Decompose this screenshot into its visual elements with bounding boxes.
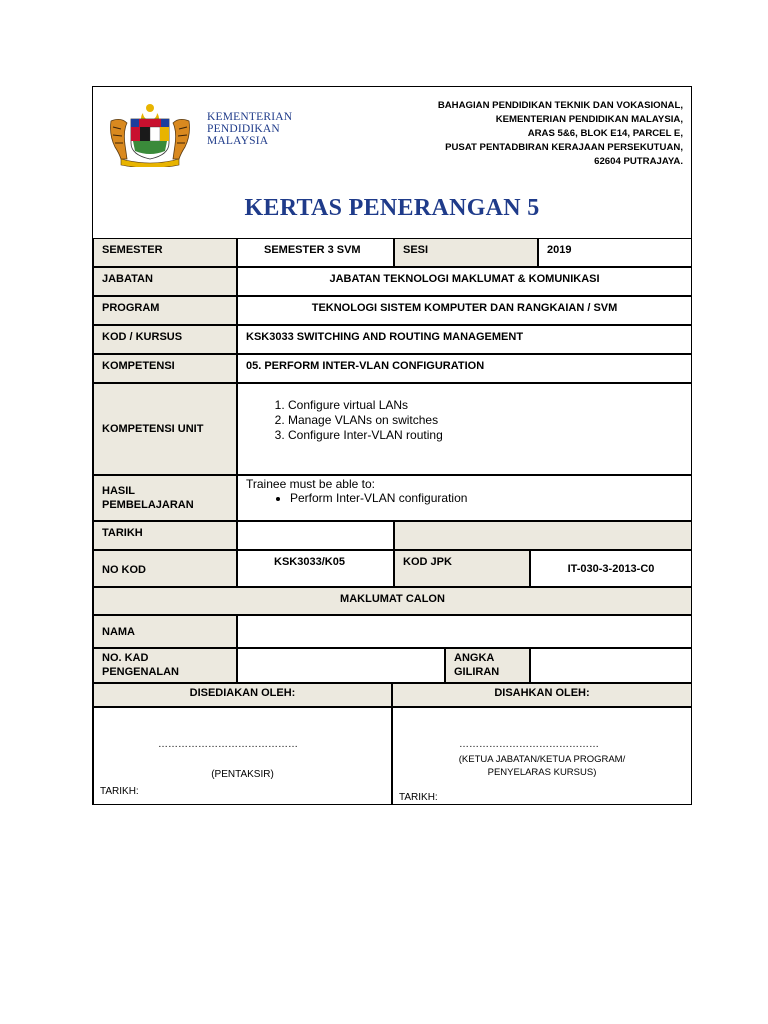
information-sheet xyxy=(92,86,692,805)
angka-giliran-label xyxy=(445,648,530,683)
signature-line: …………………………………… xyxy=(158,739,298,750)
maklumat-calon-heading: MAKLUMAT CALON xyxy=(93,587,692,615)
page-title: KERTAS PENERANGAN 5 xyxy=(244,195,540,221)
list-item: 3. Configure Inter-VLAN routing xyxy=(288,428,683,443)
ministry-name xyxy=(207,111,292,147)
ic-label-line-1: NO. KAD xyxy=(102,652,149,664)
program-label: PROGRAM xyxy=(93,296,237,325)
list-item: • Perform Inter-VLAN configuration xyxy=(290,491,683,506)
address-line-2: KEMENTERIAN PENDIDIKAN MALAYSIA, xyxy=(495,114,683,125)
jabatan-label: JABATAN xyxy=(93,267,237,296)
nama-field[interactable] xyxy=(237,615,692,648)
prepared-by-heading: DISEDIAKAN OLEH: xyxy=(93,683,392,707)
ministry-line-2: PENDIDIKAN xyxy=(207,123,280,135)
approved-by-heading: DISAHKAN OLEH: xyxy=(392,683,692,707)
hasil-pembelajaran-value xyxy=(237,475,692,521)
no-kod-value: KSK3033/K05 xyxy=(237,550,394,587)
hasil-intro: Trainee must be able to: xyxy=(246,477,375,491)
prepared-by-box xyxy=(93,707,392,805)
kompetensi-unit-label: KOMPETENSI UNIT xyxy=(93,383,237,475)
ministry-line-1: KEMENTERIAN xyxy=(207,111,293,123)
nama-label: NAMA xyxy=(93,615,237,648)
tarikh-left: TARIKH: xyxy=(100,786,139,797)
sesi-label: SESI xyxy=(394,238,538,267)
approver-role xyxy=(393,753,691,779)
ministry-address xyxy=(438,99,683,169)
hasil-label-line-1: HASIL xyxy=(102,485,135,497)
program-value: TEKNOLOGI SISTEM KOMPUTER DAN RANGKAIAN / SVM xyxy=(237,296,692,325)
approver-role-line-2: PENYELARAS KURSUS) xyxy=(487,767,597,778)
hasil-pembelajaran-label xyxy=(93,475,237,521)
kompetensi-label: KOMPETENSI xyxy=(93,354,237,383)
semester-label: SEMESTER xyxy=(93,238,237,267)
hasil-label-line-2: PEMBELAJARAN xyxy=(102,499,194,511)
tarikh-label: TARIKH xyxy=(93,521,237,550)
semester-value: SEMESTER 3 SVM xyxy=(237,238,394,267)
tarikh-right: TARIKH: xyxy=(399,792,438,803)
kod-kursus-value: KSK3033 SWITCHING AND ROUTING MANAGEMENT xyxy=(237,325,692,354)
signature-line: …………………………………… xyxy=(459,739,599,750)
sesi-value: 2019 xyxy=(538,238,692,267)
address-line-5: 62604 PUTRAJAYA. xyxy=(594,156,683,167)
malaysia-coat-of-arms-icon xyxy=(107,101,193,167)
jabatan-value: JABATAN TEKNOLOGI MAKLUMAT & KOMUNIKASI xyxy=(237,267,692,296)
kod-kursus-label: KOD / KURSUS xyxy=(93,325,237,354)
angka-label-line-2: GILIRAN xyxy=(454,666,500,678)
approved-by-box xyxy=(392,707,692,805)
angka-label-line-1: ANGKA xyxy=(454,652,495,664)
list-item: 1. Configure virtual LANs xyxy=(288,398,683,413)
kod-jpk-label: KOD JPK xyxy=(394,550,530,587)
angka-giliran-field[interactable] xyxy=(530,648,692,683)
kompetensi-value: 05. PERFORM INTER-VLAN CONFIGURATION xyxy=(237,354,692,383)
ic-label xyxy=(93,648,237,683)
no-kod-label: NO KOD xyxy=(93,550,237,587)
header xyxy=(93,87,691,237)
address-line-3: ARAS 5&6, BLOK E14, PARCEL E, xyxy=(527,128,683,139)
list-item: 2. Manage VLANs on switches xyxy=(288,413,683,428)
hasil-list xyxy=(246,491,683,506)
address-line-1: BAHAGIAN PENDIDIKAN TEKNIK DAN VOKASIONAL, xyxy=(437,100,683,111)
kompetensi-unit-list xyxy=(246,398,683,443)
kod-jpk-value: IT-030-3-2013-C0 xyxy=(530,550,692,587)
ic-label-line-2: PENGENALAN xyxy=(102,666,180,678)
kompetensi-unit-value xyxy=(237,383,692,475)
tarikh-value xyxy=(237,521,394,550)
approver-role-line-1: (KETUA JABATAN/KETUA PROGRAM/ xyxy=(458,754,626,765)
pentaksir-label: (PENTAKSIR) xyxy=(211,769,274,780)
ic-field[interactable] xyxy=(237,648,445,683)
tarikh-blank xyxy=(394,521,692,550)
address-line-4: PUSAT PENTADBIRAN KERAJAAN PERSEKUTUAN, xyxy=(445,142,683,153)
ministry-line-3: MALAYSIA xyxy=(207,135,269,147)
